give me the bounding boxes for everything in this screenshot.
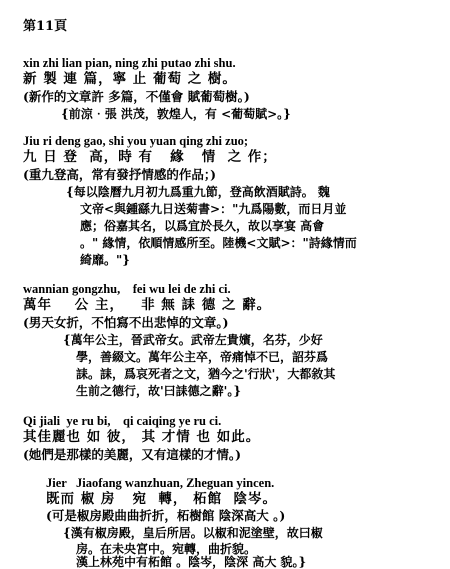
note-line: {萬年公主，晉武帝女。武帝左貴嬪，名芬，少好	[63, 333, 323, 347]
translation-line: (重九登高，常有發抒情感的作品；)	[23, 167, 217, 182]
chinese-line: 其佳麗也 如 彼， 其 才情 也 如此。	[23, 429, 261, 445]
translation-line: (可是椒房殿曲曲折折，柘樹館 陰深高大 。)	[46, 508, 286, 523]
note-line: 誄。誄，爲哀死者之文，猶今之'行狀'，大都敘其	[76, 367, 336, 381]
translation-line: (男天女折，不怕寫不出悲悼的文章。)	[23, 315, 229, 330]
note-line: 學，善綴文。萬年公主卒，帝痛悼不已，詔芬爲	[76, 350, 329, 364]
translation-line: (新作的文章許 多篇，不僅會 賦葡萄樹。)	[23, 89, 250, 104]
note-line: {前涼‧張 洪茂，敦煌人，有 <葡萄賦>。}	[61, 107, 291, 121]
note-line: 房。在未央宮中。宛轉，曲折貌。	[76, 542, 257, 556]
note-line: 文帝<與鍾繇九日送菊書>："九爲陽數，而日月並	[80, 202, 347, 216]
note-line: {每以陰曆九月初九爲重九節，登高飲酒賦詩。 魏	[66, 185, 330, 199]
page-label: 第11頁	[23, 19, 68, 34]
pinyin-line: Jiu ri deng gao, shi you yuan qing zhi zuo;	[23, 134, 249, 148]
note-line: 漢上林苑中有柘館 。陰岑，陰深 高大 貌。}	[76, 555, 307, 569]
translation-line: (她們是那樣的美麗，又有這樣的才情。)	[23, 447, 242, 462]
chinese-line: 新 製 連 篇，寧 止 葡萄 之 樹。	[23, 71, 237, 87]
pinyin-line: xin zhi lian pian, ning zhi putao zhi shu.	[23, 56, 236, 70]
chinese-line: 既而 椒 房 宛 轉， 柘館 陰岑。	[46, 491, 277, 507]
note-line: 生前之德行，故'曰誄德之辭'。}	[76, 384, 242, 398]
note-line: 應；俗嘉其名，以爲宜於長久，故以享宴 高會	[80, 219, 325, 233]
note-line: 綺靡。"}	[80, 253, 130, 267]
note-line: {漢有椒房殿，皇后所居。以椒和泥塗壁，故曰椒	[63, 526, 323, 540]
note-line: 。" 緣情，依順情感所至。陸機<文賦>："詩緣情而	[80, 236, 357, 250]
pinyin-line: Jier Jiaofang wanzhuan, Zheguan yincen.	[46, 476, 275, 490]
pinyin-line: wannian gongzhu, fei wu lei de zhi ci.	[23, 282, 231, 296]
chinese-line: 九 日 登 高，時 有 緣 情 之 作；	[23, 149, 277, 165]
chinese-line: 萬年 公 主， 非 無 誄 德 之 辭。	[23, 297, 272, 313]
pinyin-line: Qi jiali ye ru bi, qi caiqing ye ru ci.	[23, 414, 222, 428]
